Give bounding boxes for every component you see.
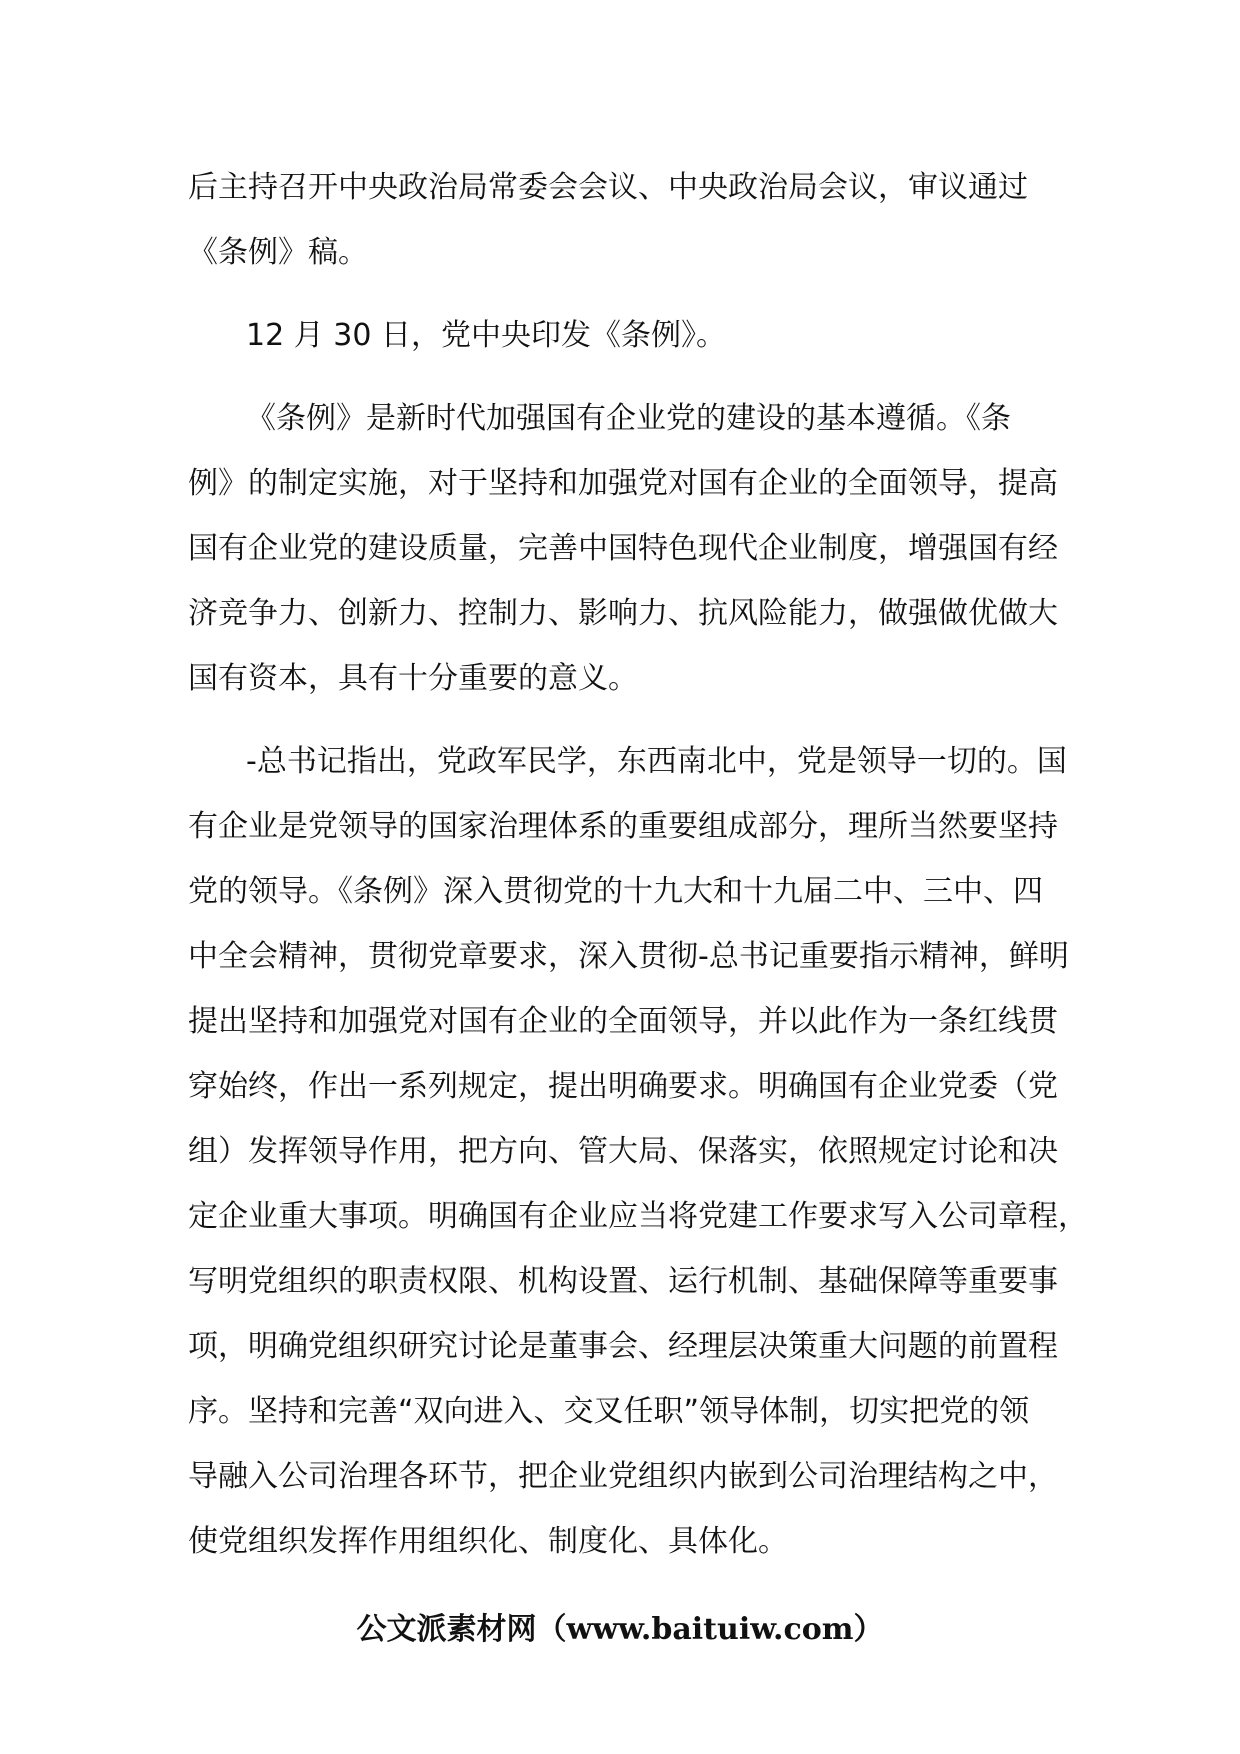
paragraph-3 (188, 386, 1088, 711)
footer-site-name: 公文派素材网 (356, 1612, 537, 1647)
text-line: 后主持召开中央政治局常委会会议、中央政治局会议，审议通过 (188, 170, 1028, 205)
footer-site-url: （www.baituiw.com） (536, 1612, 884, 1647)
text-line: 写明党组织的职责权限、机构设置、运行机制、基础保障等重要事 (188, 1264, 1058, 1299)
paragraph-gap (188, 285, 1088, 303)
text-line: 组）发挥领导作用，把方向、管大局、保落实，依照规定讨论和决 (188, 1134, 1058, 1169)
footer-watermark (0, 1610, 1240, 1650)
paragraph-4 (188, 729, 1088, 1574)
paragraph-gap (188, 368, 1088, 386)
text-line: 《条例》是新时代加强国有企业党的建设的基本遵循。《条 (246, 401, 1011, 436)
paragraph-gap (188, 711, 1088, 729)
text-line: 有企业是党领导的国家治理体系的重要组成部分，理所当然要坚持 (188, 809, 1058, 844)
text-line: 定企业重大事项。明确国有企业应当将党建工作要求写入公司章程， (188, 1199, 1088, 1234)
document-body (188, 155, 1088, 1574)
text-line: 济竞争力、创新力、控制力、影响力、抗风险能力，做强做优做大 (188, 596, 1058, 631)
text-line: 国有资本，具有十分重要的意义。 (188, 661, 638, 696)
paragraph-2 (188, 303, 1088, 368)
paragraph-1 (188, 155, 1088, 285)
text-line: 项，明确党组织研究讨论是董事会、经理层决策重大问题的前置程 (188, 1329, 1058, 1364)
text-line: 穿始终，作出一系列规定，提出明确要求。明确国有企业党委（党 (188, 1069, 1058, 1104)
text-line: -总书记指出，党政军民学，东西南北中，党是领导一切的。国 (246, 744, 1067, 779)
text-line: 《条例》稿。 (188, 235, 368, 270)
text-line: 国有企业党的建设质量，完善中国特色现代企业制度，增强国有经 (188, 531, 1058, 566)
text-line: 导融入公司治理各环节，把企业党组织内嵌到公司治理结构之中， (188, 1459, 1058, 1494)
text-line: 序。坚持和完善“双向进入、交叉任职”领导体制，切实把党的领 (188, 1394, 1030, 1429)
text-line: 例》的制定实施，对于坚持和加强党对国有企业的全面领导，提高 (188, 466, 1058, 501)
text-line: 使党组织发挥作用组织化、制度化、具体化。 (188, 1524, 788, 1559)
text-line: 提出坚持和加强党对国有企业的全面领导，并以此作为一条红线贯 (188, 1004, 1058, 1039)
text-line: 党的领导。《条例》深入贯彻党的十九大和十九届二中、三中、四 (188, 874, 1043, 909)
text-line: 12 月 30 日，党中央印发《条例》。 (246, 318, 726, 353)
text-line: 中全会精神，贯彻党章要求，深入贯彻-总书记重要指示精神，鲜明 (188, 939, 1069, 974)
